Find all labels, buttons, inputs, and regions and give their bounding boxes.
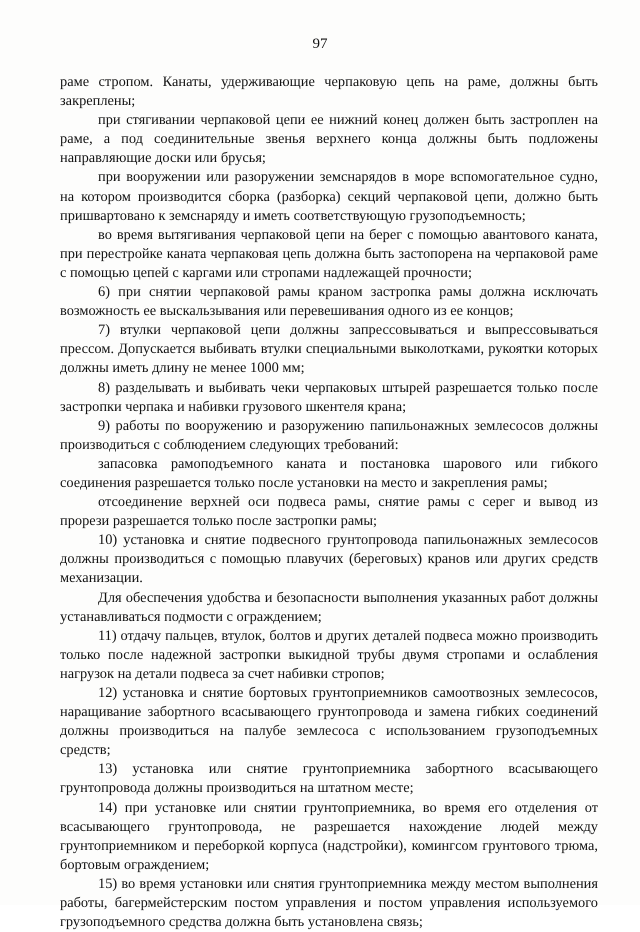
paragraph: 6) при снятии черпаковой рамы краном застропка рамы должна исключать возможность ее выскальзывания или перевешивания одного из ее концов;	[60, 284, 598, 320]
paragraph: 9) работы по вооружению и разоружению папильонажных землесосов должны производиться с соблюдением следующих требований:	[60, 417, 598, 453]
paragraph: 11) отдачу пальцев, втулок, болтов и других деталей подвеса можно производить только после надежной застропки выкидной трубы двумя стропами и ослабления нагрузок на детали подвеса за счет набивки стропов;	[60, 627, 598, 682]
paragraph: 7) втулки черпаковой цепи должны запрессовываться и выпрессовываться прессом. Допускается выбивать втулки специальными выколотками, рукоятки которых должны иметь длину не менее 1000 мм;	[60, 322, 598, 377]
paragraph: при стягивании черпаковой цепи ее нижний конец должен быть застроплен на раме, а под соединительные звенья верхнего конца должны быть подложены направляющие доски или брусья;	[60, 112, 598, 167]
paragraph: отсоединение верхней оси подвеса рамы, снятие рамы с серег и вывод из прорези разрешается только после застропки рамы;	[60, 494, 598, 530]
paragraph: 12) установка и снятие бортовых грунтоприемников самоотвозных землесосов, наращивание забортного всасывающего грунтопровода и замена гибких соединений должны производиться на палубе землесоса с использованием грузоподъемных средств;	[60, 685, 598, 759]
paragraph: 14) при установке или снятии грунтоприемника, во время его отделения от всасывающего грунтопровода, не разрешается нахождение людей между грунтоприемником и переборкой корпуса (надстройки), комингсом грунтового трюма, бортовым ограждением;	[60, 799, 598, 873]
paragraph: запасовка рамоподъемного каната и постановка шарового или гибкого соединения разрешается только после установки на место и закрепления рамы;	[60, 455, 598, 491]
document-body	[60, 73, 598, 932]
paragraph: 13) установка или снятие грунтоприемника забортного всасывающего грунтопровода должны производиться на штатном месте;	[60, 761, 598, 797]
paragraph: во время вытягивания черпаковой цепи на берег с помощью авантового каната, при перестройке каната черпаковая цепь должна быть застопорена на черпаковой раме с помощью цепей с каргами или стропами надлежащей прочности;	[60, 226, 598, 281]
paragraph: 15) во время установки или снятия грунтоприемника между местом выполнения работы, багермейстерским постом управления и постом управления используемого грузоподъемного средства должна быть установлена связь;	[60, 875, 598, 931]
page-number: 97	[312, 36, 328, 52]
paragraph: при вооружении или разоружении земснарядов в море вспомогательное судно, на котором производится сборка (разборка) секций черпаковой цепи, должно быть пришвартовано к земснаряду и иметь соответствующую грузоподъемность;	[60, 169, 598, 224]
paragraph: 8) разделывать и выбивать чеки черпаковых штырей разрешается только после застропки черпака и набивки грузового шкентеля крана;	[60, 379, 598, 415]
paragraph: раме стропом. Канаты, удерживающие черпаковую цепь на раме, должны быть закреплены;	[60, 74, 598, 110]
paragraph: Для обеспечения удобства и безопасности выполнения указанных работ должны устанавливаться подмости с ограждением;	[60, 589, 598, 625]
paragraph: 10) установка и снятие подвесного грунтопровода папильонажных землесосов должны производиться с помощью плавучих (береговых) кранов или других средств механизации.	[60, 532, 598, 587]
